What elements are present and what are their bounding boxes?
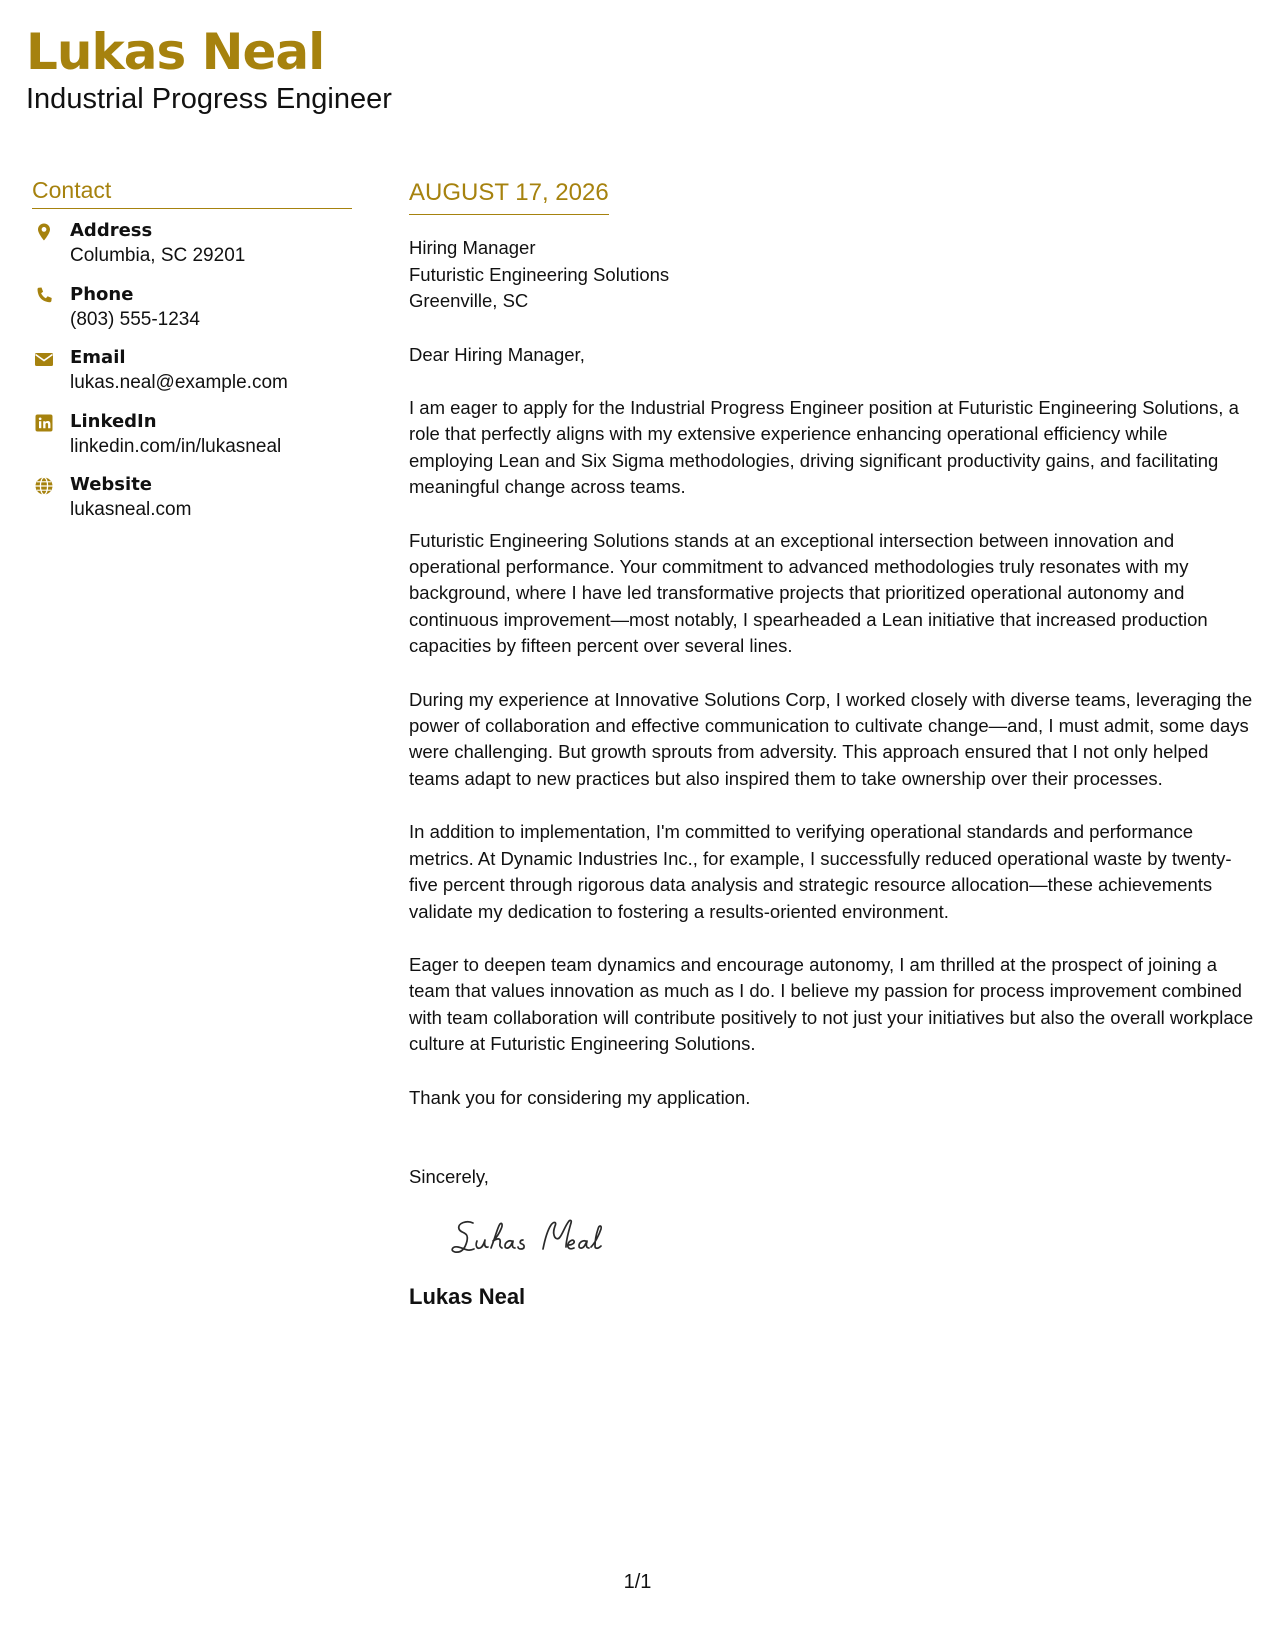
contact-label: Phone <box>70 283 134 305</box>
date-block <box>409 178 609 215</box>
body-paragraph-5: Eager to deepen team dynamics and encourage autonomy, I am thrilled at the prospect of joining a team that values innovation as much as I do. I believe my passion for process improvement combined with team collaboration will contribute positively to not just your initiatives but also the overall workplace culture at Futuristic Engineering Solutions. <box>409 953 1254 1055</box>
globe-icon <box>34 476 54 496</box>
letter-date: AUGUST 17, 2026 <box>409 179 609 206</box>
email-value[interactable]: lukas.neal@example.com <box>70 372 288 393</box>
linkedin-icon <box>34 413 54 433</box>
contact-label: LinkedIn <box>70 410 157 432</box>
linkedin-value[interactable]: linkedin.com/in/lukasneal <box>70 435 282 457</box>
contact-section-title: Contact <box>32 176 352 209</box>
salutation: Dear Hiring Manager, <box>409 343 585 365</box>
job-title: Industrial Progress Engineer <box>26 83 392 115</box>
envelope-icon <box>34 349 54 369</box>
contact-item-address <box>32 219 352 283</box>
letter-body <box>409 178 1254 1311</box>
recipient-block <box>409 235 1254 315</box>
recipient-company: Futuristic Engineering Solutions <box>409 263 670 285</box>
recipient-location: Greenville, SC <box>409 290 529 311</box>
recipient-title: Hiring Manager <box>409 237 536 258</box>
contact-label: Website <box>70 474 153 495</box>
address-value: Columbia, SC 29201 <box>70 245 246 266</box>
website-value[interactable]: lukasneal.com <box>70 499 192 520</box>
contact-item-phone <box>32 283 352 347</box>
contact-list <box>32 219 352 537</box>
body-paragraph-3: During my experience at Innovative Solutions Corp, I worked closely with diverse teams, leveraging the power of collaboration and effective communication to cultivate change—and, I must admit, some days were challenging. But growth sprouts from adversity. This approach ensured that I not only helped teams adapt to new practices but also inspired them to take ownership over their processes. <box>409 688 1253 789</box>
handwritten-signature <box>447 1209 667 1265</box>
page-number: 1/1 <box>623 1571 652 1593</box>
phone-value: (803) 555-1234 <box>70 308 200 330</box>
contact-label: Address <box>70 220 153 241</box>
contact-sidebar <box>32 176 352 537</box>
phone-icon <box>34 286 54 306</box>
contact-item-linkedin <box>32 410 352 474</box>
resume-header <box>26 22 392 116</box>
closing-thanks: Thank you for considering my application. <box>409 1086 751 1108</box>
body-paragraph-1: I am eager to apply for the Industrial Progress Engineer position at Futuristic Engineering Solutions, a role that perfectly aligns with my extensive experience enhancing operational efficiency while employing Lean and Six Sigma methodologies, driving significant productivity gains, and facilitating meaningful change across teams. <box>409 397 1239 498</box>
contact-label: Email <box>70 347 126 368</box>
sign-off: Sincerely, <box>409 1166 489 1188</box>
map-pin-icon <box>34 222 54 242</box>
contact-item-email <box>32 346 352 410</box>
contact-item-website <box>32 473 352 537</box>
applicant-name: Lukas Neal <box>26 23 325 81</box>
signer-name: Lukas Neal <box>409 1283 526 1309</box>
body-paragraph-2: Futuristic Engineering Solutions stands at an exceptional intersection between innovation and operational performance. Your commitment to advanced methodologies truly resonates with my background, where I have led transformative projects that prioritized operational autonomy and continuous improvement—most notably, I spearheaded a Lean initiative that increased production capacities by fifteen percent over several lines. <box>409 529 1208 657</box>
body-paragraph-4: In addition to implementation, I'm committed to verifying operational standards and performance metrics. At Dynamic Industries Inc., for example, I successfully reduced operational waste by twenty-five percent through rigorous data analysis and strategic resource allocation—these achievements validate my dedication to fostering a results-oriented environment. <box>409 821 1232 922</box>
